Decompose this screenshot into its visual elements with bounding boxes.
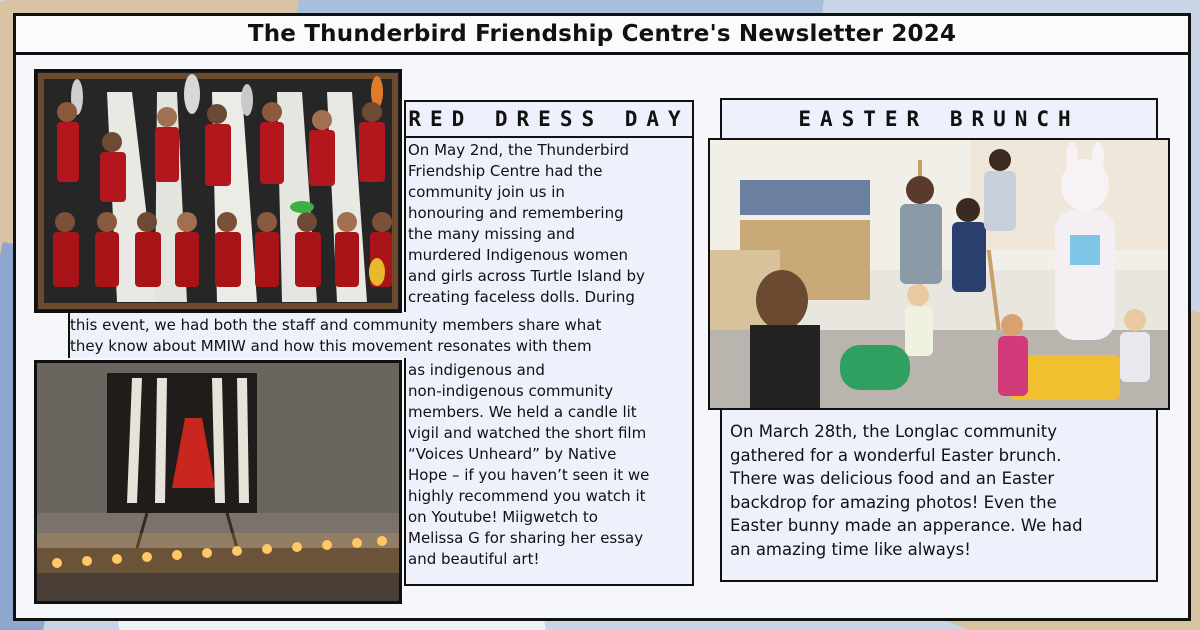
red-dress-line: this event, we had both the staff and community members share what (70, 316, 602, 334)
newsletter-title: The Thunderbird Friendship Centre's Newsletter 2024 (247, 21, 957, 47)
easter-brunch-heading-text: EASTER BRUNCH (798, 107, 1080, 131)
red-dress-painting-photo (34, 360, 402, 604)
red-dress-line: the many missing and (408, 225, 575, 243)
easter-line: There was delicious food and an Easter (730, 469, 1055, 488)
newsletter-panel (13, 13, 1191, 621)
easter-line: Easter bunny made an apperance. We had (730, 516, 1083, 535)
red-dress-line: Melissa G for sharing her essay (408, 529, 644, 547)
red-dress-line: on Youtube! Miigwetch to (408, 508, 598, 526)
red-dress-line: as indigenous and (408, 361, 545, 379)
easter-line: backdrop for amazing photos! Even the (730, 492, 1057, 512)
red-dress-line: vigil and watched the short film (408, 424, 647, 442)
easter-brunch-photo (708, 138, 1170, 410)
red-dress-line: non-indigenous community (408, 382, 614, 400)
easter-line: On March 28th, the Longlac community (730, 422, 1057, 441)
red-dress-day-body-wide (70, 315, 690, 357)
easter-line: gathered for a wonderful Easter brunch. (730, 445, 1062, 465)
red-dress-line: On May 2nd, the Thunderbird (408, 141, 630, 159)
red-dress-line: and beautiful art! (408, 550, 540, 568)
red-dress-day-body-upper (408, 140, 688, 308)
easter-line: an amazing time like always! (730, 539, 971, 559)
red-dress-line: Hope – if you haven’t seen it we (408, 466, 650, 484)
red-dress-line: highly recommend you watch it (408, 487, 646, 505)
red-dress-line: creating faceless dolls. During (408, 288, 635, 306)
easter-brunch-body (730, 420, 1150, 561)
red-dress-line: community join us in (408, 183, 565, 201)
faceless-dolls-artwork-photo (34, 69, 402, 313)
title-bar (16, 16, 1188, 55)
red-dress-line: honouring and remembering (408, 204, 624, 222)
red-dress-line: murdered Indigenous women (408, 246, 629, 264)
easter-brunch-heading (720, 98, 1158, 140)
red-dress-line: “Voices Unheard” by Native (408, 445, 617, 463)
red-dress-day-heading-text: RED DRESS DAY (408, 107, 690, 131)
red-dress-day-body-lower (408, 360, 688, 570)
red-dress-line: and girls across Turtle Island by (408, 267, 645, 285)
red-dress-day-heading (404, 100, 694, 138)
red-dress-line: members. We held a candle lit (408, 403, 637, 421)
red-dress-line: Friendship Centre had the (408, 162, 603, 180)
red-dress-line: they know about MMIW and how this movement resonates with them (70, 337, 592, 355)
